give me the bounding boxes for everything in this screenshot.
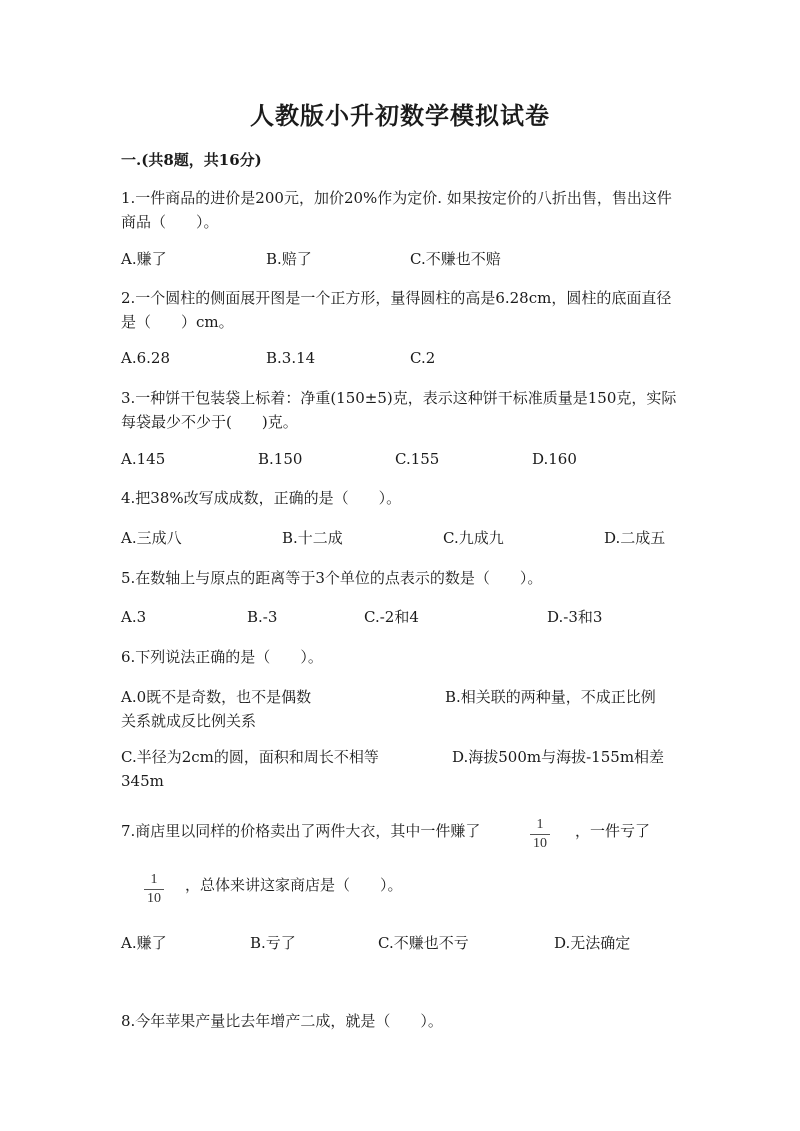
q6-option-d-line-1[interactable]: D.海拔500m与海拔-155m相差 [452, 748, 665, 766]
question-5-options [121, 605, 681, 629]
q4-option-b[interactable]: B.十二成 [282, 529, 343, 547]
q2-option-b[interactable]: B.3.14 [266, 349, 316, 367]
q3-option-d[interactable]: D.160 [532, 450, 577, 468]
q3-option-a[interactable]: A.145 [121, 450, 166, 468]
q7-fraction-1-bar [530, 834, 550, 835]
q2-option-c[interactable]: C.2 [410, 349, 436, 367]
q7-fraction-1-denominator: 10 [533, 836, 547, 851]
q4-option-d[interactable]: D.二成五 [604, 529, 666, 547]
q7-fraction-2-bar [144, 889, 164, 890]
q7-fraction-2 [143, 872, 165, 907]
q5-option-b[interactable]: B.-3 [247, 608, 278, 626]
q2-option-a[interactable]: A.6.28 [121, 349, 170, 367]
q4-option-a[interactable]: A.三成八 [121, 529, 182, 547]
q6-option-b-line-1[interactable]: B.相关联的两种量，不成正比例 [445, 688, 656, 706]
question-2-options [121, 346, 681, 370]
q4-option-c[interactable]: C.九成九 [443, 529, 504, 547]
question-1-options [121, 247, 681, 271]
question-7-options [121, 931, 681, 955]
q5-option-a[interactable]: A.3 [121, 608, 147, 626]
q1-option-b[interactable]: B.赔了 [266, 250, 312, 268]
q6-option-c[interactable]: C.半径为2cm的圆，面积和周长不相等 [121, 748, 379, 766]
q7-fraction-1-numerator: 1 [536, 817, 544, 832]
q7-option-c[interactable]: C.不赚也不亏 [378, 934, 469, 952]
q7-option-d[interactable]: D.无法确定 [554, 934, 631, 952]
q6-option-a[interactable]: A.0既不是奇数，也不是偶数 [121, 688, 312, 706]
question-3-text: 3.一种饼干包装袋上标着：净重(150±5)克，表示这种饼干标准质量是150克，实际每袋最少不少于( )克。 [121, 389, 677, 431]
q6-option-d-line-2[interactable]: 345m [121, 772, 164, 790]
question-6-text: 6.下列说法正确的是（ ）。 [121, 648, 323, 666]
question-3-options [121, 447, 681, 471]
q7-fraction-2-denominator: 10 [147, 891, 161, 906]
question-7-text-part-3: ，总体来讲这家商店是（ ）。 [185, 876, 403, 894]
q5-option-c[interactable]: C.-2和4 [364, 608, 419, 626]
q7-fraction-2-numerator: 1 [150, 872, 158, 887]
question-5-text: 5.在数轴上与原点的距离等于3个单位的点表示的数是（ ）。 [121, 569, 543, 587]
q7-option-b[interactable]: B.亏了 [250, 934, 296, 952]
q6-option-b-line-2[interactable]: 关系就成反比例关系 [121, 712, 257, 730]
question-1-text: 1.一件商品的进价是200元，加价20%作为定价. 如果按定价的八折出售，售出这件商品（ ）。 [121, 189, 672, 231]
question-7-text-part-2: ，一件亏了 [575, 822, 651, 840]
question-2-text: 2.一个圆柱的侧面展开图是一个正方形，量得圆柱的高是6.28cm，圆柱的底面直径是（ ）cm。 [121, 289, 672, 331]
q5-option-d[interactable]: D.-3和3 [547, 608, 603, 626]
question-4-options [121, 526, 681, 550]
q3-option-c[interactable]: C.155 [395, 450, 440, 468]
q7-option-a[interactable]: A.赚了 [121, 934, 167, 952]
question-8-text: 8.今年苹果产量比去年增产二成，就是（ ）。 [121, 1012, 443, 1030]
question-7-text-part-1: 7.商店里以同样的价格卖出了两件大衣，其中一件赚了 [121, 822, 481, 840]
q3-option-b[interactable]: B.150 [258, 450, 303, 468]
exam-title: 人教版小升初数学模拟试卷 [250, 101, 550, 130]
q1-option-c[interactable]: C.不赚也不赔 [410, 250, 501, 268]
q7-fraction-1 [529, 817, 551, 852]
section-heading: 一.(共8题，共16分) [121, 151, 262, 169]
question-4-text: 4.把38%改写成成数，正确的是（ ）。 [121, 489, 402, 507]
q1-option-a[interactable]: A.赚了 [121, 250, 167, 268]
